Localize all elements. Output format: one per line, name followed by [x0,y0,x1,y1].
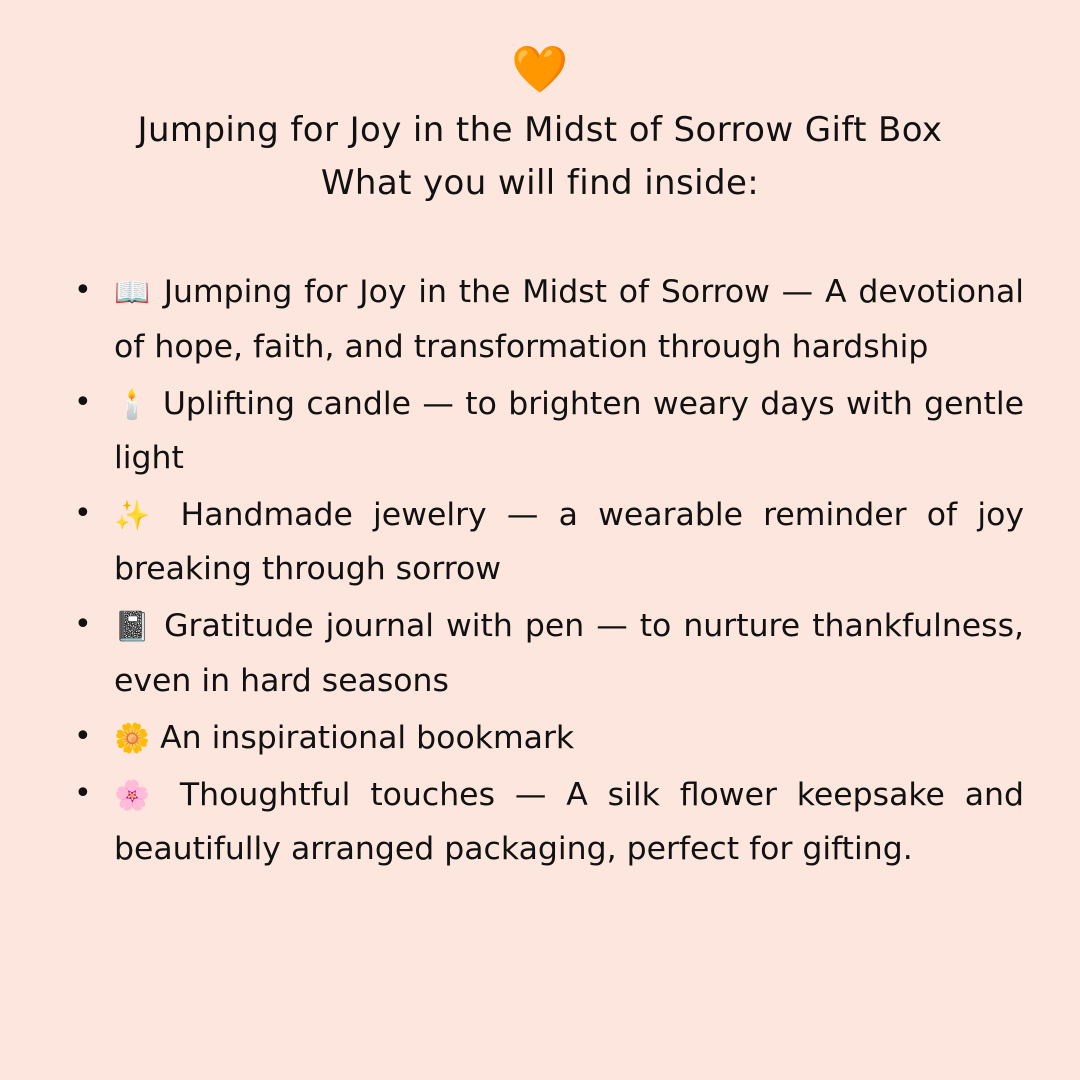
list-item [56,265,1024,373]
open-book-emoji: 📖 [114,275,152,310]
bullet-icon: • [74,496,92,532]
title-line-primary: Jumping for Joy in the Midst of Sorrow Gift Box [137,110,943,150]
list-item-label: Handmade jewelry — a wearable reminder of joy breaking through sorrow [114,497,1024,588]
bullet-icon: • [74,273,92,309]
candle-emoji: 🕯️ [114,386,152,421]
cherry-blossom-emoji: 🌸 [114,777,160,812]
list-item [56,768,1024,876]
list-item-label: Thoughtful touches — A silk flower keepsake and beautifully arranged packaging, perfect for gifting. [114,776,1025,868]
list-item-label: Gratitude journal with pen — to nurture thankfulness, even in hard seasons [114,608,1024,699]
contents-list [56,265,1024,876]
orange-heart-icon: 🧡 [511,42,569,96]
notebook-emoji: 📓 [114,609,153,644]
list-item [56,711,1024,765]
heart-decoration-row [56,42,1024,102]
list-item [56,377,1024,485]
list-item [56,488,1024,596]
title-line-secondary: What you will find inside: [320,162,760,203]
bullet-icon: • [74,384,92,420]
bullet-icon: • [74,718,92,754]
blossom-emoji: 🌼 [114,720,151,755]
list-item-label: Jumping for Joy in the Midst of Sorrow — A devotional of hope, faith, and transformation through hardship [114,274,1025,365]
list-item [56,599,1024,707]
sparkles-emoji: ✨ [114,498,161,533]
bullet-icon: • [74,607,92,643]
list-item-label: An inspirational bookmark [160,719,575,756]
bullet-icon: • [74,775,92,811]
list-item-label: Uplifting candle — to brighten weary days with gentle light [114,385,1024,476]
page-title [56,104,1024,209]
